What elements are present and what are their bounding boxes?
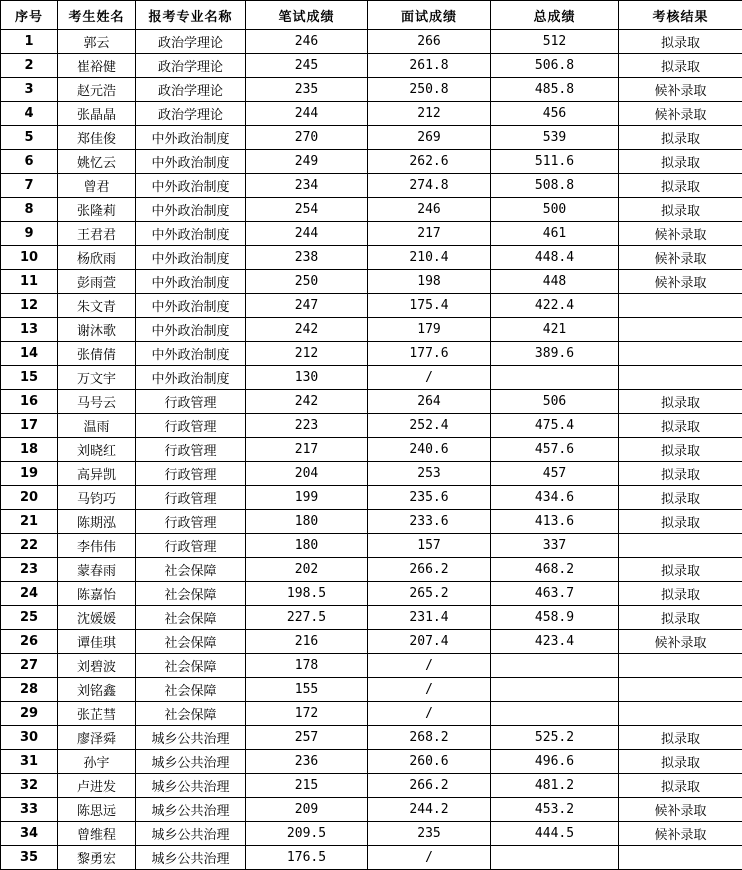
written-score-cell: 246 [246, 30, 368, 54]
name-cell: 张倩倩 [58, 342, 136, 366]
header-result: 考核结果 [619, 1, 742, 30]
major-cell: 城乡公共治理 [136, 846, 246, 870]
total-score-cell: 525.2 [491, 726, 619, 750]
written-score-cell: 209 [246, 798, 368, 822]
written-score-cell: 199 [246, 486, 368, 510]
seq-cell: 14 [1, 342, 58, 366]
name-cell: 彭雨萱 [58, 270, 136, 294]
total-score-cell [491, 846, 619, 870]
total-score-cell: 389.6 [491, 342, 619, 366]
seq-cell: 18 [1, 438, 58, 462]
major-cell: 社会保障 [136, 582, 246, 606]
seq-cell: 16 [1, 390, 58, 414]
major-cell: 行政管理 [136, 534, 246, 558]
result-cell: 拟录取 [619, 606, 742, 630]
table-body [1, 30, 742, 870]
result-cell: 候补录取 [619, 246, 742, 270]
interview-score-cell: / [368, 654, 491, 678]
interview-score-cell: 231.4 [368, 606, 491, 630]
seq-cell: 1 [1, 30, 58, 54]
name-cell: 谭佳琪 [58, 630, 136, 654]
seq-cell: 15 [1, 366, 58, 390]
result-cell: 拟录取 [619, 414, 742, 438]
interview-score-cell: 260.6 [368, 750, 491, 774]
major-cell: 社会保障 [136, 678, 246, 702]
table-row [1, 846, 742, 870]
name-cell: 廖泽舜 [58, 726, 136, 750]
seq-cell: 32 [1, 774, 58, 798]
table-row [1, 438, 742, 462]
name-cell: 曾君 [58, 174, 136, 198]
written-score-cell: 254 [246, 198, 368, 222]
interview-score-cell: 217 [368, 222, 491, 246]
name-cell: 崔裕健 [58, 54, 136, 78]
name-cell: 黎勇宏 [58, 846, 136, 870]
total-score-cell: 444.5 [491, 822, 619, 846]
result-cell: 拟录取 [619, 30, 742, 54]
seq-cell: 9 [1, 222, 58, 246]
major-cell: 中外政治制度 [136, 294, 246, 318]
total-score-cell: 481.2 [491, 774, 619, 798]
result-cell: 拟录取 [619, 150, 742, 174]
seq-cell: 26 [1, 630, 58, 654]
written-score-cell: 245 [246, 54, 368, 78]
result-cell [619, 342, 742, 366]
table-row [1, 822, 742, 846]
table-row [1, 534, 742, 558]
major-cell: 中外政治制度 [136, 366, 246, 390]
seq-cell: 5 [1, 126, 58, 150]
name-cell: 谢沐歌 [58, 318, 136, 342]
result-cell: 拟录取 [619, 174, 742, 198]
seq-cell: 17 [1, 414, 58, 438]
result-cell: 拟录取 [619, 198, 742, 222]
table-row [1, 102, 742, 126]
total-score-cell: 508.8 [491, 174, 619, 198]
written-score-cell: 235 [246, 78, 368, 102]
table-row [1, 558, 742, 582]
result-cell: 拟录取 [619, 510, 742, 534]
total-score-cell: 512 [491, 30, 619, 54]
name-cell: 王君君 [58, 222, 136, 246]
name-cell: 高异凯 [58, 462, 136, 486]
result-cell [619, 366, 742, 390]
major-cell: 行政管理 [136, 390, 246, 414]
table-row [1, 678, 742, 702]
interview-score-cell: 177.6 [368, 342, 491, 366]
major-cell: 城乡公共治理 [136, 750, 246, 774]
written-score-cell: 242 [246, 390, 368, 414]
major-cell: 中外政治制度 [136, 174, 246, 198]
total-score-cell: 453.2 [491, 798, 619, 822]
seq-cell: 25 [1, 606, 58, 630]
major-cell: 政治学理论 [136, 78, 246, 102]
seq-cell: 35 [1, 846, 58, 870]
major-cell: 政治学理论 [136, 54, 246, 78]
name-cell: 沈媛媛 [58, 606, 136, 630]
table-row [1, 798, 742, 822]
interview-score-cell: 244.2 [368, 798, 491, 822]
table-row [1, 342, 742, 366]
major-cell: 城乡公共治理 [136, 726, 246, 750]
seq-cell: 33 [1, 798, 58, 822]
total-score-cell: 457 [491, 462, 619, 486]
result-cell [619, 678, 742, 702]
interview-score-cell: 266 [368, 30, 491, 54]
written-score-cell: 202 [246, 558, 368, 582]
header-interview: 面试成绩 [368, 1, 491, 30]
major-cell: 行政管理 [136, 486, 246, 510]
interview-score-cell: 246 [368, 198, 491, 222]
name-cell: 孙宇 [58, 750, 136, 774]
seq-cell: 34 [1, 822, 58, 846]
total-score-cell: 434.6 [491, 486, 619, 510]
table-row [1, 606, 742, 630]
major-cell: 中外政治制度 [136, 246, 246, 270]
result-cell: 拟录取 [619, 438, 742, 462]
interview-score-cell: 269 [368, 126, 491, 150]
result-cell: 拟录取 [619, 774, 742, 798]
seq-cell: 3 [1, 78, 58, 102]
total-score-cell: 448 [491, 270, 619, 294]
name-cell: 马号云 [58, 390, 136, 414]
name-cell: 陈思远 [58, 798, 136, 822]
result-cell: 候补录取 [619, 222, 742, 246]
seq-cell: 2 [1, 54, 58, 78]
total-score-cell: 485.8 [491, 78, 619, 102]
name-cell: 郭云 [58, 30, 136, 54]
written-score-cell: 238 [246, 246, 368, 270]
interview-score-cell: 264 [368, 390, 491, 414]
result-cell: 拟录取 [619, 582, 742, 606]
major-cell: 中外政治制度 [136, 150, 246, 174]
interview-score-cell: 210.4 [368, 246, 491, 270]
total-score-cell: 468.2 [491, 558, 619, 582]
total-score-cell [491, 678, 619, 702]
seq-cell: 10 [1, 246, 58, 270]
result-cell: 候补录取 [619, 78, 742, 102]
result-cell [619, 534, 742, 558]
major-cell: 社会保障 [136, 606, 246, 630]
result-cell [619, 318, 742, 342]
table-row [1, 750, 742, 774]
table-row [1, 462, 742, 486]
total-score-cell: 500 [491, 198, 619, 222]
name-cell: 刘碧波 [58, 654, 136, 678]
written-score-cell: 209.5 [246, 822, 368, 846]
total-score-cell [491, 654, 619, 678]
seq-cell: 27 [1, 654, 58, 678]
table-row [1, 630, 742, 654]
major-cell: 政治学理论 [136, 102, 246, 126]
table-row [1, 270, 742, 294]
header-written: 笔试成绩 [246, 1, 368, 30]
seq-cell: 6 [1, 150, 58, 174]
total-score-cell: 337 [491, 534, 619, 558]
result-cell [619, 702, 742, 726]
result-cell [619, 294, 742, 318]
total-score-cell: 463.7 [491, 582, 619, 606]
name-cell: 陈期泓 [58, 510, 136, 534]
written-score-cell: 227.5 [246, 606, 368, 630]
major-cell: 社会保障 [136, 702, 246, 726]
interview-score-cell: 175.4 [368, 294, 491, 318]
interview-score-cell: 207.4 [368, 630, 491, 654]
written-score-cell: 250 [246, 270, 368, 294]
interview-score-cell: 179 [368, 318, 491, 342]
result-cell: 拟录取 [619, 126, 742, 150]
major-cell: 中外政治制度 [136, 126, 246, 150]
written-score-cell: 244 [246, 222, 368, 246]
written-score-cell: 242 [246, 318, 368, 342]
table-row [1, 654, 742, 678]
header-name: 考生姓名 [58, 1, 136, 30]
table-row [1, 366, 742, 390]
written-score-cell: 212 [246, 342, 368, 366]
name-cell: 马钧巧 [58, 486, 136, 510]
total-score-cell: 511.6 [491, 150, 619, 174]
interview-score-cell: 250.8 [368, 78, 491, 102]
name-cell: 卢进发 [58, 774, 136, 798]
name-cell: 朱文青 [58, 294, 136, 318]
name-cell: 郑佳俊 [58, 126, 136, 150]
name-cell: 温雨 [58, 414, 136, 438]
written-score-cell: 236 [246, 750, 368, 774]
seq-cell: 24 [1, 582, 58, 606]
major-cell: 城乡公共治理 [136, 774, 246, 798]
written-score-cell: 215 [246, 774, 368, 798]
interview-score-cell: 253 [368, 462, 491, 486]
major-cell: 中外政治制度 [136, 318, 246, 342]
table-row [1, 702, 742, 726]
seq-cell: 29 [1, 702, 58, 726]
table-row [1, 174, 742, 198]
name-cell: 蒙春雨 [58, 558, 136, 582]
seq-cell: 23 [1, 558, 58, 582]
seq-cell: 20 [1, 486, 58, 510]
seq-cell: 21 [1, 510, 58, 534]
table-row [1, 414, 742, 438]
written-score-cell: 217 [246, 438, 368, 462]
seq-cell: 30 [1, 726, 58, 750]
interview-score-cell: 265.2 [368, 582, 491, 606]
seq-cell: 7 [1, 174, 58, 198]
header-major: 报考专业名称 [136, 1, 246, 30]
result-cell [619, 846, 742, 870]
total-score-cell: 496.6 [491, 750, 619, 774]
name-cell: 姚忆云 [58, 150, 136, 174]
total-score-cell: 506 [491, 390, 619, 414]
major-cell: 中外政治制度 [136, 222, 246, 246]
table-row [1, 126, 742, 150]
major-cell: 城乡公共治理 [136, 822, 246, 846]
seq-cell: 31 [1, 750, 58, 774]
interview-score-cell: 198 [368, 270, 491, 294]
result-cell: 拟录取 [619, 486, 742, 510]
major-cell: 行政管理 [136, 510, 246, 534]
total-score-cell: 456 [491, 102, 619, 126]
table-row [1, 198, 742, 222]
total-score-cell [491, 702, 619, 726]
written-score-cell: 180 [246, 510, 368, 534]
written-score-cell: 204 [246, 462, 368, 486]
total-score-cell: 423.4 [491, 630, 619, 654]
written-score-cell: 155 [246, 678, 368, 702]
interview-score-cell: 233.6 [368, 510, 491, 534]
total-score-cell: 448.4 [491, 246, 619, 270]
result-cell: 候补录取 [619, 630, 742, 654]
major-cell: 中外政治制度 [136, 198, 246, 222]
major-cell: 社会保障 [136, 630, 246, 654]
result-cell: 候补录取 [619, 102, 742, 126]
name-cell: 曾维程 [58, 822, 136, 846]
total-score-cell: 422.4 [491, 294, 619, 318]
major-cell: 城乡公共治理 [136, 798, 246, 822]
total-score-cell: 461 [491, 222, 619, 246]
table-row [1, 390, 742, 414]
seq-cell: 11 [1, 270, 58, 294]
interview-score-cell: / [368, 702, 491, 726]
major-cell: 行政管理 [136, 438, 246, 462]
result-cell: 候补录取 [619, 270, 742, 294]
written-score-cell: 216 [246, 630, 368, 654]
total-score-cell: 421 [491, 318, 619, 342]
result-cell: 拟录取 [619, 750, 742, 774]
written-score-cell: 198.5 [246, 582, 368, 606]
major-cell: 行政管理 [136, 462, 246, 486]
table-row [1, 246, 742, 270]
table-row [1, 510, 742, 534]
name-cell: 张晶晶 [58, 102, 136, 126]
name-cell: 张隆莉 [58, 198, 136, 222]
name-cell: 万文宇 [58, 366, 136, 390]
written-score-cell: 257 [246, 726, 368, 750]
table-row [1, 222, 742, 246]
result-cell: 拟录取 [619, 462, 742, 486]
table-row [1, 582, 742, 606]
total-score-cell: 458.9 [491, 606, 619, 630]
written-score-cell: 180 [246, 534, 368, 558]
major-cell: 政治学理论 [136, 30, 246, 54]
table-row [1, 726, 742, 750]
name-cell: 陈嘉怡 [58, 582, 136, 606]
table-row [1, 150, 742, 174]
result-cell: 拟录取 [619, 54, 742, 78]
seq-cell: 12 [1, 294, 58, 318]
written-score-cell: 223 [246, 414, 368, 438]
total-score-cell: 539 [491, 126, 619, 150]
interview-score-cell: 274.8 [368, 174, 491, 198]
result-cell [619, 654, 742, 678]
header-total: 总成绩 [491, 1, 619, 30]
result-cell: 候补录取 [619, 798, 742, 822]
total-score-cell [491, 366, 619, 390]
written-score-cell: 172 [246, 702, 368, 726]
total-score-cell: 457.6 [491, 438, 619, 462]
interview-score-cell: / [368, 366, 491, 390]
interview-score-cell: 268.2 [368, 726, 491, 750]
major-cell: 社会保障 [136, 558, 246, 582]
table-row [1, 54, 742, 78]
interview-score-cell: / [368, 678, 491, 702]
table-row [1, 318, 742, 342]
header-row [1, 1, 742, 30]
written-score-cell: 178 [246, 654, 368, 678]
written-score-cell: 249 [246, 150, 368, 174]
table-row [1, 294, 742, 318]
written-score-cell: 176.5 [246, 846, 368, 870]
major-cell: 行政管理 [136, 414, 246, 438]
result-cell: 拟录取 [619, 390, 742, 414]
result-cell: 拟录取 [619, 558, 742, 582]
seq-cell: 4 [1, 102, 58, 126]
written-score-cell: 130 [246, 366, 368, 390]
total-score-cell: 413.6 [491, 510, 619, 534]
table-row [1, 78, 742, 102]
seq-cell: 22 [1, 534, 58, 558]
interview-score-cell: 235.6 [368, 486, 491, 510]
interview-score-cell: 262.6 [368, 150, 491, 174]
seq-cell: 8 [1, 198, 58, 222]
result-cell: 拟录取 [619, 726, 742, 750]
name-cell: 李伟伟 [58, 534, 136, 558]
major-cell: 社会保障 [136, 654, 246, 678]
total-score-cell: 475.4 [491, 414, 619, 438]
seq-cell: 28 [1, 678, 58, 702]
name-cell: 杨欣雨 [58, 246, 136, 270]
name-cell: 刘铭鑫 [58, 678, 136, 702]
table-row [1, 30, 742, 54]
interview-score-cell: 157 [368, 534, 491, 558]
header-seq: 序号 [1, 1, 58, 30]
seq-cell: 19 [1, 462, 58, 486]
name-cell: 刘晓红 [58, 438, 136, 462]
name-cell: 张芷彗 [58, 702, 136, 726]
interview-score-cell: 240.6 [368, 438, 491, 462]
written-score-cell: 270 [246, 126, 368, 150]
major-cell: 中外政治制度 [136, 270, 246, 294]
interview-score-cell: 266.2 [368, 558, 491, 582]
major-cell: 中外政治制度 [136, 342, 246, 366]
seq-cell: 13 [1, 318, 58, 342]
interview-score-cell: 266.2 [368, 774, 491, 798]
table-row [1, 774, 742, 798]
interview-score-cell: 252.4 [368, 414, 491, 438]
interview-score-cell: / [368, 846, 491, 870]
interview-score-cell: 212 [368, 102, 491, 126]
name-cell: 赵元浩 [58, 78, 136, 102]
written-score-cell: 247 [246, 294, 368, 318]
interview-score-cell: 261.8 [368, 54, 491, 78]
total-score-cell: 506.8 [491, 54, 619, 78]
result-cell: 候补录取 [619, 822, 742, 846]
table-row [1, 486, 742, 510]
written-score-cell: 244 [246, 102, 368, 126]
interview-score-cell: 235 [368, 822, 491, 846]
written-score-cell: 234 [246, 174, 368, 198]
